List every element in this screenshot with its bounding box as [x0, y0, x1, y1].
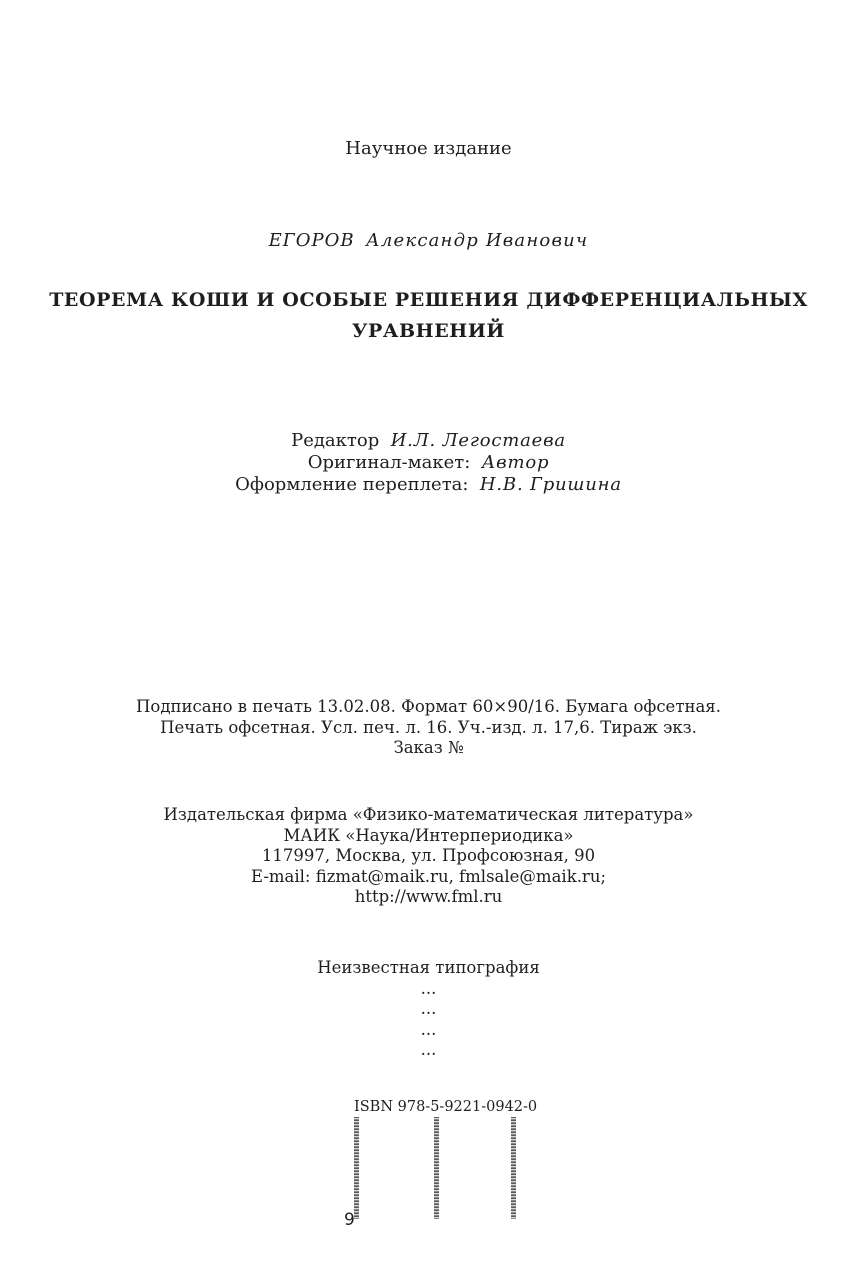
credits	[0, 430, 857, 496]
print-info-line: Заказ №	[393, 738, 464, 757]
credit-cover	[0, 474, 857, 496]
isbn-label: ISBN 978-5-9221-0942-0	[354, 1099, 538, 1115]
title-line-1: ТЕОРЕМА КОШИ И ОСОБЫЕ РЕШЕНИЯ ДИФФЕРЕНЦИАЛЬНЫХ	[49, 289, 808, 311]
publisher-address: 117997, Москва, ул. Профсоюзная, 90	[261, 846, 596, 865]
publisher-website: http://www.fml.ru	[354, 887, 503, 906]
credit-role: Редактор	[291, 430, 380, 451]
barcode	[354, 1117, 519, 1221]
title-line-2: УРАВНЕНИЙ	[352, 320, 505, 342]
author-line	[0, 230, 857, 251]
publisher-line: МАИК «Наука/Интерпериодика»	[283, 825, 574, 845]
print-info-line: Подписано в печать 13.02.08. Формат 60×90/16. Бумага офсетная.	[136, 697, 721, 716]
credit-layout	[0, 452, 857, 474]
credit-person: И.Л. Легостаева	[390, 430, 566, 451]
printing-house-line: ...	[420, 978, 437, 998]
credit-person: Н.В. Гришина	[479, 474, 622, 495]
barcode-bar	[354, 1117, 359, 1219]
printing-house-line: ...	[420, 1019, 437, 1039]
credit-role: Оригинал-макет:	[307, 452, 471, 473]
printing-house	[0, 958, 857, 1061]
printing-house-line: ...	[420, 1040, 437, 1059]
publisher-line: Издательская фирма «Физико-математическая литература»	[163, 805, 694, 824]
barcode-bar	[434, 1117, 439, 1219]
edition-type: Научное издание	[345, 138, 512, 159]
print-info	[0, 697, 857, 759]
author-surname: ЕГОРОВ	[268, 230, 355, 251]
barcode-digit: 9	[344, 1210, 355, 1230]
credit-person: Автор	[481, 452, 550, 473]
publisher-email: E-mail: fizmat@maik.ru, fmlsale@maik.ru;	[250, 866, 607, 886]
printing-house-name: Неизвестная типография	[317, 958, 540, 977]
print-info-line: Печать офсетная. Усл. печ. л. 16. Уч.-изд. л. 17,6. Тираж экз.	[160, 717, 697, 737]
credit-editor	[0, 430, 857, 452]
credit-role: Оформление переплета:	[235, 474, 469, 495]
book-title	[0, 285, 857, 347]
author-name: Александр Иванович	[366, 230, 589, 251]
printing-house-line: ...	[420, 999, 437, 1018]
publisher-info	[0, 805, 857, 908]
barcode-bar	[511, 1117, 516, 1219]
